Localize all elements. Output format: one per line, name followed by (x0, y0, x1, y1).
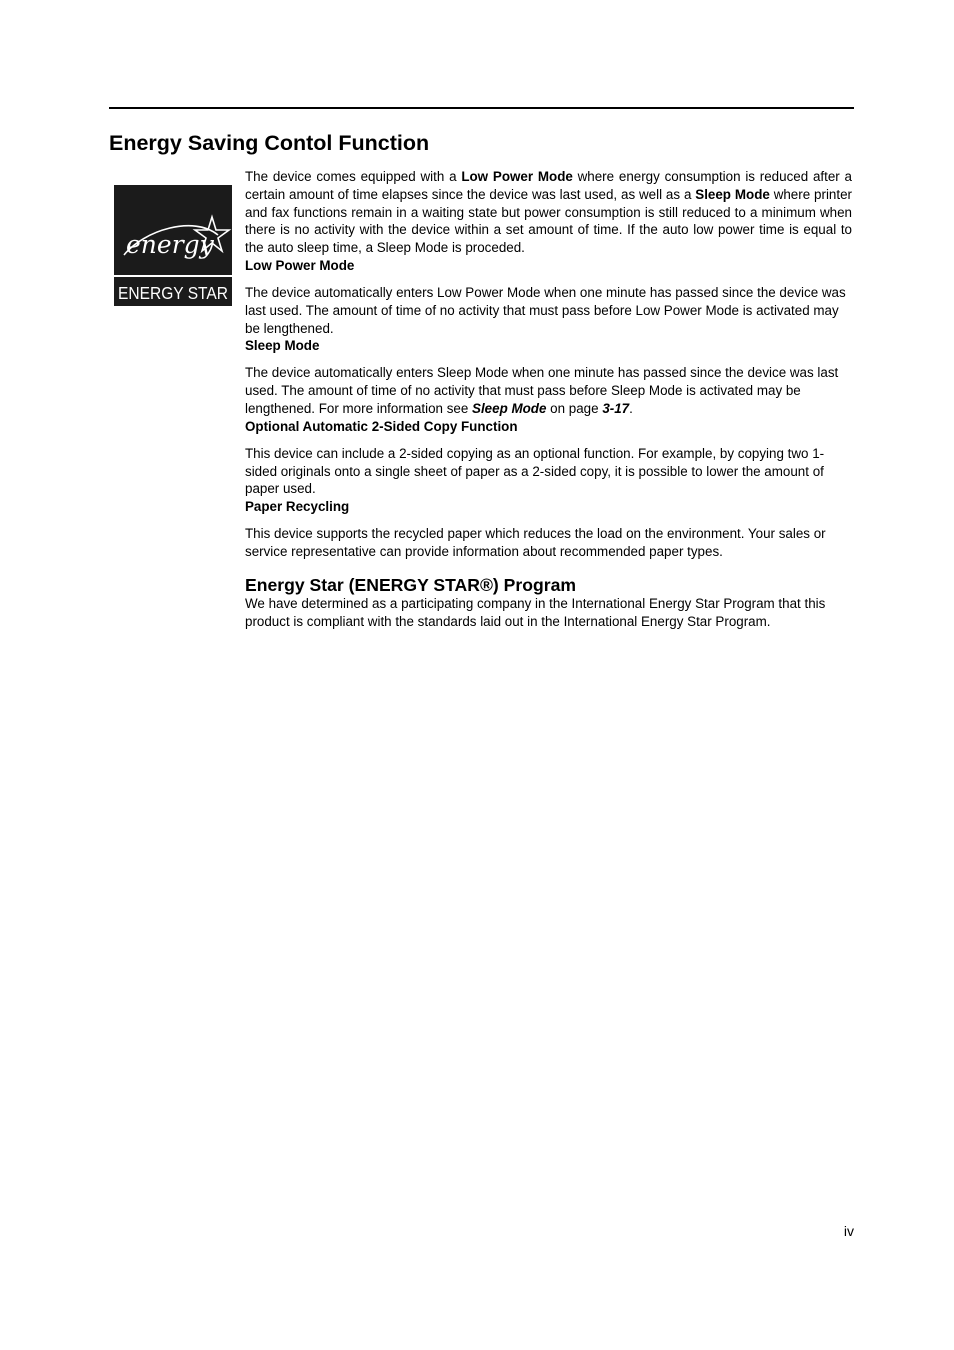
copy-function-body: This device can include a 2-sided copying as an optional function. For example, by copying two 1-sided originals onto a single sheet of paper as a 2-sided copy, it is possible to lower the amount of paper used. (245, 445, 825, 497)
sleep-mode-reference-link[interactable]: Sleep Mode (472, 400, 547, 416)
logo-script-text: energy (126, 230, 214, 259)
low-power-heading: Low Power Mode (245, 257, 355, 273)
intro-paragraph (245, 168, 852, 257)
energy-star-icon (114, 185, 232, 306)
sleep-text-3: . (629, 400, 633, 416)
intro-low-power-term: Low Power Mode (461, 169, 573, 184)
top-rule (109, 107, 854, 109)
sleep-text-2: on page (546, 400, 603, 416)
page-number: iv (843, 1223, 854, 1239)
program-body: We have determined as a participating company in the International Energy Star Program that this product is compliant with the standards laid out in the International Energy Star Program. (245, 595, 826, 629)
low-power-body: The device automatically enters Low Power Mode when one minute has passed since the device was last used. The amount of time of no activity that must pass before Low Power Mode is activated may be lengthened. (245, 284, 846, 336)
copy-function-heading: Optional Automatic 2-Sided Copy Function (245, 418, 518, 434)
program-heading: Energy Star (ENERGY STAR®) Program (245, 574, 577, 595)
sleep-page-reference-link[interactable]: 3-17 (602, 400, 630, 416)
intro-text-3: where printer and fax functions remain in a waiting state but power consumption is still reduced to a minimum when there is no activity with the device within a set amount of time. If the auto low power time is equal to the auto sleep time, a Sleep Mode is proceded. (245, 186, 852, 256)
sleep-text-1: The device automatically enters Sleep Mode when one minute has passed since the device was last used. The amount of time of no activity that must pass before Sleep Mode is activated may be lengthened. For more information see (245, 365, 839, 416)
intro-sleep-term: Sleep Mode (695, 186, 770, 202)
sleep-body (245, 364, 852, 417)
logo-label: ENERGY STAR (118, 283, 228, 303)
energy-star-logo (114, 185, 232, 306)
content-column (245, 168, 852, 630)
intro-text-1: The device comes equipped with a (245, 169, 462, 184)
paper-recycling-heading: Paper Recycling (245, 499, 350, 515)
paper-recycling-body: This device supports the recycled paper which reduces the load on the environment. Your sales or service representative can provide information about recommended paper types. (245, 526, 826, 559)
sleep-heading: Sleep Mode (245, 338, 320, 354)
intro-text-2: where energy consumption is reduced after a certain amount of time elapses since the device was last used, as well as a (245, 169, 852, 202)
page-title: Energy Saving Contol Function (109, 131, 430, 155)
